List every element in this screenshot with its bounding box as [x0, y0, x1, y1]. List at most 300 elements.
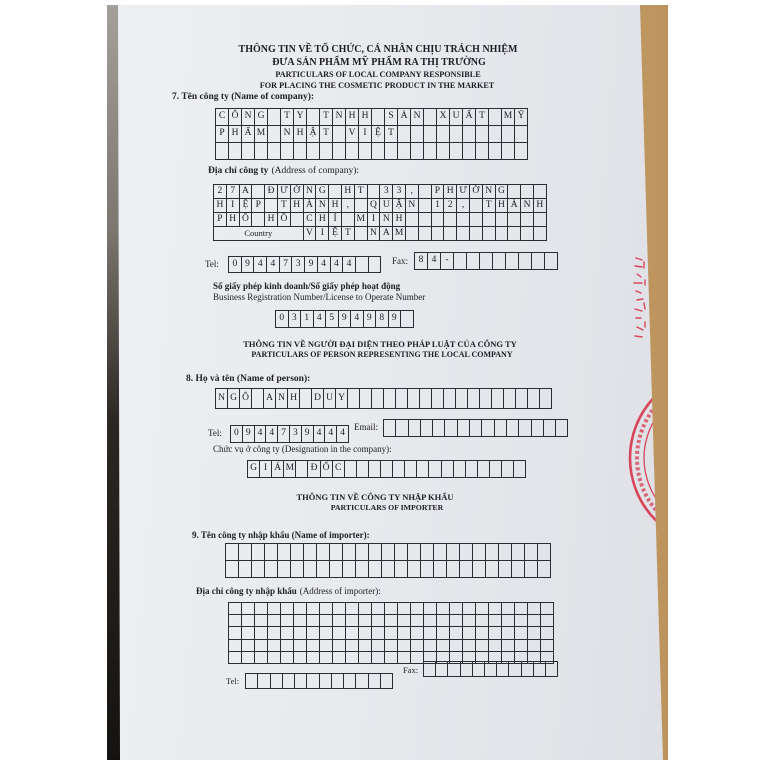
char-cell: P: [432, 185, 445, 199]
char-cell: ,: [457, 199, 470, 213]
char-cell: [485, 662, 497, 677]
char-cell: [424, 143, 437, 160]
char-cell: N: [368, 227, 381, 241]
char-cell: [242, 615, 255, 627]
char-cell: [541, 615, 554, 627]
char-cell: [268, 615, 281, 627]
char-cell: [436, 662, 448, 677]
char-cell: [281, 615, 294, 627]
char-cell: ,: [406, 185, 419, 199]
char-cell: [359, 615, 372, 627]
grid-row: [415, 253, 558, 270]
char-cell: [512, 544, 525, 561]
char-cell: [307, 615, 320, 627]
char-cell: G: [248, 461, 260, 478]
char-cell: I: [359, 126, 372, 143]
char-cell: [409, 420, 421, 437]
char-cell: [320, 615, 333, 627]
char-cell: [320, 627, 333, 639]
grid-row: [384, 420, 568, 437]
char-cell: Í: [329, 213, 342, 227]
char-cell: [502, 126, 515, 143]
char-cell: Y: [294, 109, 307, 126]
char-cell: 0: [229, 257, 242, 273]
char-cell: [398, 615, 411, 627]
char-cell: [281, 640, 294, 652]
char-cell: [291, 561, 304, 578]
char-cell: Á: [272, 461, 284, 478]
char-cell: [538, 561, 551, 578]
char-cell: 0: [276, 311, 289, 328]
char-cell: [252, 213, 265, 227]
company-address-label-en: (Address of company):: [271, 166, 360, 176]
char-cell: [346, 627, 359, 639]
char-cell: [450, 627, 463, 639]
char-cell: Ậ: [307, 126, 320, 143]
char-cell: M: [393, 227, 406, 241]
char-cell: [442, 461, 454, 478]
char-cell: [356, 257, 369, 273]
char-cell: [448, 662, 460, 677]
char-cell: 7: [280, 257, 293, 273]
char-cell: [281, 627, 294, 639]
char-cell: [355, 199, 368, 213]
char-cell: [405, 461, 417, 478]
char-cell: [401, 311, 414, 328]
char-cell: [489, 126, 502, 143]
char-cell: Ệ: [240, 199, 253, 213]
char-cell: [381, 461, 393, 478]
grid-row: [226, 561, 551, 578]
grid-row: [216, 143, 528, 160]
char-cell: [457, 227, 470, 241]
license-number-grid: [275, 310, 414, 328]
char-cell: [294, 615, 307, 627]
char-cell: [356, 544, 369, 561]
char-cell: [384, 420, 396, 437]
char-cell: 3: [290, 426, 302, 443]
representative-tel-grid: [230, 425, 349, 443]
char-cell: [541, 627, 554, 639]
char-cell: [226, 561, 239, 578]
char-cell: [489, 603, 502, 615]
char-cell: [512, 561, 525, 578]
char-cell: [424, 109, 437, 126]
char-cell: U: [450, 109, 463, 126]
char-cell: [369, 561, 382, 578]
char-cell: [368, 185, 381, 199]
char-cell: [393, 461, 405, 478]
char-cell: [470, 213, 483, 227]
char-cell: [461, 662, 473, 677]
char-cell: [424, 640, 437, 652]
char-cell: [508, 227, 521, 241]
char-cell: [473, 561, 486, 578]
char-cell: [268, 109, 281, 126]
char-cell: [534, 213, 547, 227]
company-tel-grid: [228, 256, 381, 273]
char-cell: [343, 561, 356, 578]
char-cell: 3: [289, 311, 302, 328]
char-cell: N: [483, 185, 496, 199]
importer-section-title-en: PARTICULARS OF IMPORTER: [330, 503, 444, 512]
char-cell: 0: [231, 426, 243, 443]
char-cell: 9: [364, 311, 377, 328]
representative-email-grid: [383, 419, 568, 437]
char-cell: [268, 627, 281, 639]
char-cell: [534, 227, 547, 241]
char-cell: [281, 652, 294, 664]
char-cell: [499, 561, 512, 578]
char-cell: [483, 227, 496, 241]
char-cell: [268, 126, 281, 143]
char-cell: Ậ: [393, 199, 406, 213]
char-cell: [406, 227, 419, 241]
char-cell: [483, 213, 496, 227]
grid-row: [216, 389, 552, 409]
char-cell: P: [216, 126, 229, 143]
char-cell: [348, 389, 360, 409]
char-cell: 4: [266, 426, 278, 443]
char-cell: V: [304, 227, 317, 241]
char-cell: 8: [376, 311, 389, 328]
char-cell: [317, 544, 330, 561]
char-cell: 2: [444, 199, 457, 213]
char-cell: [447, 561, 460, 578]
representative-section-title-en: PARTICULARS OF PERSON REPRESENTING THE LOCAL COMPANY: [251, 350, 513, 359]
char-cell: [437, 126, 450, 143]
char-cell: [476, 603, 489, 615]
char-cell: [333, 640, 346, 652]
char-cell: [281, 603, 294, 615]
char-cell: [396, 389, 408, 409]
char-cell: 3: [380, 185, 393, 199]
country-label: Country: [214, 227, 304, 241]
char-cell: [424, 603, 437, 615]
char-cell: [330, 561, 343, 578]
char-cell: [304, 544, 317, 561]
char-cell: 4: [314, 311, 327, 328]
grid-row: [248, 461, 526, 478]
char-cell: [507, 420, 519, 437]
char-cell: 5: [326, 311, 339, 328]
char-cell: [476, 143, 489, 160]
char-cell: [246, 674, 258, 689]
char-cell: Ư: [457, 185, 470, 199]
char-cell: [411, 143, 424, 160]
char-cell: [525, 544, 538, 561]
char-cell: H: [534, 199, 547, 213]
char-cell: [516, 389, 528, 409]
char-cell: [255, 627, 268, 639]
char-cell: H: [496, 199, 509, 213]
char-cell: Ô: [240, 389, 252, 409]
char-cell: [463, 615, 476, 627]
char-cell: [444, 389, 456, 409]
company-address-label-vi: Địa chỉ công ty: [208, 166, 269, 176]
grid-row: [229, 615, 554, 627]
importer-address-grid: [228, 602, 554, 664]
char-cell: [333, 126, 346, 143]
char-cell: [473, 662, 485, 677]
char-cell: [419, 213, 432, 227]
company-tel-label: Tel:: [205, 259, 219, 269]
char-cell: 4: [331, 257, 344, 273]
char-cell: [486, 561, 499, 578]
char-cell: [450, 640, 463, 652]
designation-grid: [247, 460, 526, 478]
char-cell: [398, 143, 411, 160]
char-cell: [229, 652, 242, 664]
char-cell: [330, 544, 343, 561]
char-cell: [460, 561, 473, 578]
char-cell: [385, 652, 398, 664]
char-cell: [489, 143, 502, 160]
char-cell: [447, 544, 460, 561]
char-cell: Y: [336, 389, 348, 409]
char-cell: [385, 615, 398, 627]
char-cell: [411, 627, 424, 639]
char-cell: H: [444, 185, 457, 199]
char-cell: [268, 652, 281, 664]
char-cell: [419, 227, 432, 241]
char-cell: [329, 185, 342, 199]
char-cell: H: [342, 185, 355, 199]
char-cell: Ỹ: [515, 109, 528, 126]
char-cell: C: [333, 461, 345, 478]
char-cell: Ô: [229, 109, 242, 126]
char-cell: 2: [214, 185, 227, 199]
char-cell: [492, 389, 504, 409]
char-cell: 7: [278, 426, 290, 443]
char-cell: À: [304, 199, 317, 213]
char-cell: H: [265, 213, 278, 227]
grid-row: [214, 185, 547, 199]
char-cell: [466, 461, 478, 478]
char-cell: [540, 389, 552, 409]
char-cell: [294, 143, 307, 160]
char-cell: [519, 253, 532, 270]
char-cell: [382, 561, 395, 578]
grid-row: [214, 213, 547, 227]
importer-address-label-en: (Address of importer):: [299, 586, 381, 596]
char-cell: [359, 640, 372, 652]
char-cell: [489, 109, 502, 126]
representative-name-label: 8. Họ và tên (Name of person):: [186, 374, 311, 384]
char-cell: [268, 603, 281, 615]
char-cell: [437, 615, 450, 627]
char-cell: N: [380, 213, 393, 227]
designation-label: Chức vụ ở công ty (Designation in the company):: [213, 444, 392, 454]
char-cell: [432, 213, 445, 227]
char-cell: [502, 143, 515, 160]
char-cell: [320, 674, 332, 689]
char-cell: [360, 389, 372, 409]
char-cell: [419, 199, 432, 213]
char-cell: X: [437, 109, 450, 126]
char-cell: [434, 561, 447, 578]
char-cell: [470, 420, 482, 437]
char-cell: [342, 213, 355, 227]
char-cell: [398, 640, 411, 652]
char-cell: [541, 640, 554, 652]
char-cell: [216, 143, 229, 160]
char-cell: N: [242, 109, 255, 126]
char-cell: [356, 674, 368, 689]
char-cell: N: [216, 389, 228, 409]
char-cell: [482, 420, 494, 437]
char-cell: [252, 544, 265, 561]
char-cell: [229, 143, 242, 160]
char-cell: [333, 627, 346, 639]
char-cell: [291, 544, 304, 561]
grid-row: [231, 426, 349, 443]
char-cell: [268, 640, 281, 652]
importer-name-grid: [225, 543, 551, 578]
char-cell: [556, 420, 568, 437]
char-cell: [344, 674, 356, 689]
grid-row: [424, 662, 558, 677]
char-cell: [476, 126, 489, 143]
char-cell: 4: [343, 257, 356, 273]
char-cell: [450, 615, 463, 627]
char-cell: [278, 544, 291, 561]
char-cell: [343, 544, 356, 561]
char-cell: [242, 143, 255, 160]
char-cell: [411, 126, 424, 143]
char-cell: [320, 640, 333, 652]
char-cell: [307, 640, 320, 652]
char-cell: [346, 143, 359, 160]
char-cell: [463, 143, 476, 160]
char-cell: [396, 420, 408, 437]
char-cell: [271, 674, 283, 689]
char-cell: [419, 185, 432, 199]
char-cell: [445, 420, 457, 437]
char-cell: U: [380, 199, 393, 213]
char-cell: [476, 640, 489, 652]
char-cell: [395, 544, 408, 561]
char-cell: [369, 544, 382, 561]
char-cell: [372, 652, 385, 664]
company-address-grid: [213, 184, 547, 241]
char-cell: N: [316, 199, 329, 213]
importer-tel-grid: [245, 673, 393, 689]
importer-tel-label: Tel:: [226, 676, 240, 686]
char-cell: [495, 420, 507, 437]
char-cell: M: [502, 109, 515, 126]
char-cell: [450, 603, 463, 615]
char-cell: T: [483, 199, 496, 213]
char-cell: [521, 227, 534, 241]
char-cell: [508, 185, 521, 199]
char-cell: Ả: [398, 109, 411, 126]
char-cell: [496, 213, 509, 227]
char-cell: 1: [301, 311, 314, 328]
char-cell: [450, 143, 463, 160]
char-cell: [454, 253, 467, 270]
char-cell: [307, 627, 320, 639]
grid-row: [229, 627, 554, 639]
license-label-en: Business Registration Number/License to Operate Number: [213, 292, 426, 302]
char-cell: [385, 603, 398, 615]
grid-row: [229, 603, 554, 615]
char-cell: [458, 420, 470, 437]
char-cell: [460, 544, 473, 561]
char-cell: [515, 627, 528, 639]
char-cell: [515, 126, 528, 143]
char-cell: [515, 143, 528, 160]
char-cell: H: [227, 213, 240, 227]
char-cell: Ấ: [463, 109, 476, 126]
char-cell: [300, 389, 312, 409]
char-cell: T: [385, 126, 398, 143]
char-cell: [281, 143, 294, 160]
char-cell: C: [216, 109, 229, 126]
char-cell: [242, 603, 255, 615]
char-cell: [408, 389, 420, 409]
char-cell: [359, 652, 372, 664]
char-cell: [528, 640, 541, 652]
char-cell: [283, 674, 295, 689]
char-cell: [437, 640, 450, 652]
char-cell: [346, 652, 359, 664]
char-cell: [372, 603, 385, 615]
char-cell: [470, 199, 483, 213]
grid-row: [226, 544, 551, 561]
char-cell: [385, 640, 398, 652]
char-cell: [506, 253, 519, 270]
char-cell: Ố: [240, 213, 253, 227]
char-cell: Ố: [321, 461, 333, 478]
char-cell: [478, 461, 490, 478]
char-cell: [424, 662, 436, 677]
char-cell: A: [240, 185, 253, 199]
char-cell: I: [368, 213, 381, 227]
char-cell: 9: [243, 426, 255, 443]
char-cell: [255, 640, 268, 652]
char-cell: C: [304, 213, 317, 227]
char-cell: [398, 652, 411, 664]
char-cell: [239, 544, 252, 561]
char-cell: [468, 389, 480, 409]
char-cell: [528, 627, 541, 639]
char-cell: 4: [351, 311, 364, 328]
char-cell: N: [411, 109, 424, 126]
char-cell: [534, 185, 547, 199]
char-cell: I: [260, 461, 272, 478]
char-cell: [504, 389, 516, 409]
char-cell: P: [214, 213, 227, 227]
char-cell: [486, 544, 499, 561]
char-cell: [496, 227, 509, 241]
char-cell: H: [288, 389, 300, 409]
char-cell: [294, 652, 307, 664]
char-cell: 4: [428, 253, 441, 270]
char-cell: S: [385, 109, 398, 126]
char-cell: [268, 143, 281, 160]
char-cell: [255, 615, 268, 627]
char-cell: [229, 640, 242, 652]
char-cell: [463, 640, 476, 652]
char-cell: [296, 461, 308, 478]
license-label-vi: Số giấy phép kinh doanh/Số giấy phép hoạt động: [213, 281, 401, 291]
char-cell: H: [229, 126, 242, 143]
title-en-line-2: FOR PLACING THE COSMETIC PRODUCT IN THE MARKET: [259, 81, 495, 90]
char-cell: [432, 227, 445, 241]
char-cell: [252, 185, 265, 199]
char-cell: T: [476, 109, 489, 126]
